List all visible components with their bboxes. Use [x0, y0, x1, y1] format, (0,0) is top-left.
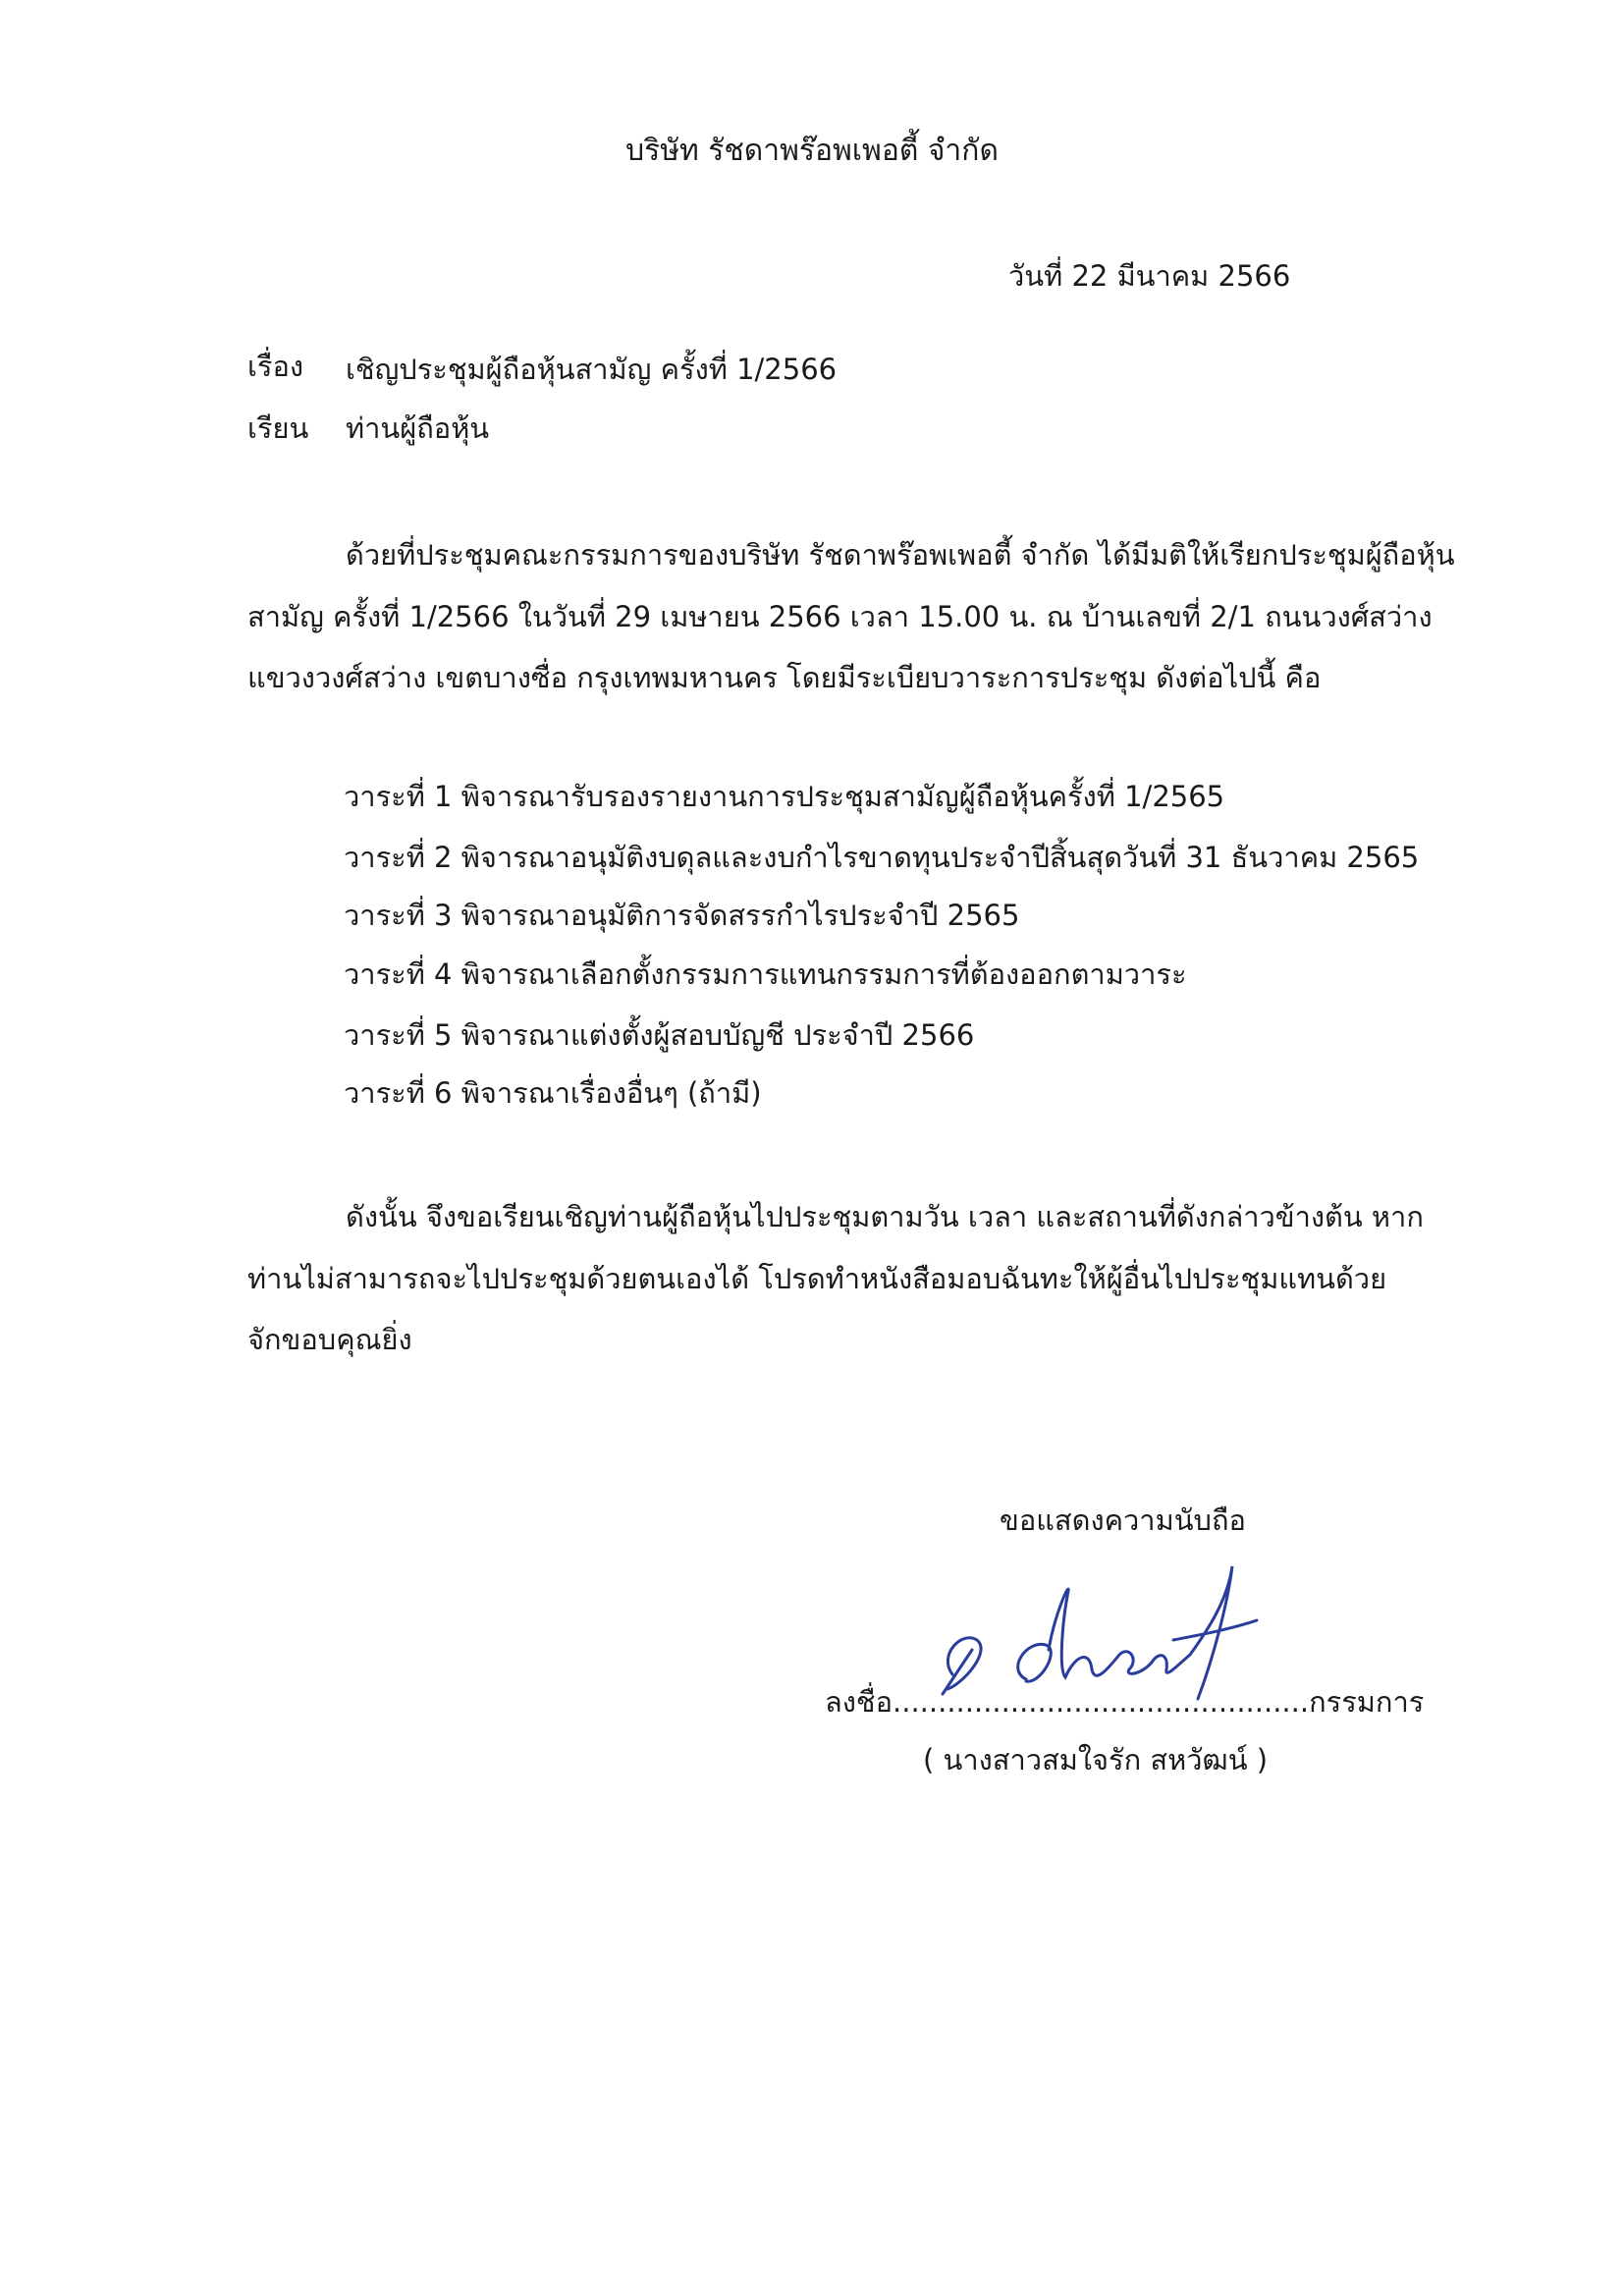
- sign-prefix: ลงชื่อ: [825, 1685, 893, 1719]
- agenda-item-4: วาระที่ 4 พิจารณาเลือกตั้งกรรมการแทนกรรมการที่ต้องออกตามวาระ: [344, 957, 1187, 991]
- agenda-item-6: วาระที่ 6 พิจารณาเรื่องอื่นๆ (ถ้ามี): [344, 1076, 762, 1110]
- paragraph1-line2: สามัญ ครั้งที่ 1/2566 ในวันที่ 29 เมษายน 2566 เวลา 15.00 น. ณ บ้านเลขที่ 2/1 ถนนวงศ์สว่าง: [247, 600, 1433, 633]
- sign-dots: ..............................................: [893, 1685, 1310, 1719]
- signer-name: ( นางสาวสมใจรัก สหวัฒน์ ): [923, 1743, 1269, 1777]
- closing-regards: ขอแสดงความนับถือ: [1000, 1503, 1246, 1537]
- subject-label: เรื่อง: [247, 350, 304, 383]
- handwritten-signature: [933, 1561, 1286, 1709]
- recipient-text: ท่านผู้ถือหุ้น: [346, 411, 490, 445]
- paragraph1-line3: แขวงวงศ์สว่าง เขตบางซื่อ กรุงเทพมหานคร โดยมีระเบียบวาระการประชุม ดังต่อไปนี้ คือ: [247, 661, 1322, 694]
- paragraph2-line1: ดังนั้น จึงขอเรียนเชิญท่านผู้ถือหุ้นไปประชุมตามวัน เวลา และสถานที่ดังกล่าวข้างต้น หาก: [346, 1200, 1424, 1233]
- subject-text: เชิญประชุมผู้ถือหุ้นสามัญ ครั้งที่ 1/2566: [346, 353, 838, 386]
- company-name: บริษัท รัชดาพร๊อพเพอตี้ จำกัด: [625, 134, 999, 168]
- agenda-item-1: วาระที่ 1 พิจารณารับรองรายงานการประชุมสามัญผู้ถือหุ้นครั้งที่ 1/2565: [344, 780, 1225, 813]
- sign-title: กรรมการ: [1309, 1685, 1425, 1719]
- letter-date: วันที่ 22 มีนาคม 2566: [1008, 259, 1291, 293]
- paragraph1-line1: ด้วยที่ประชุมคณะกรรมการของบริษัท รัชดาพร๊อพเพอตี้ จำกัด ได้มีมติให้เรียกประชุมผู้ถือหุ้น: [346, 538, 1455, 572]
- paragraph2-line3: จักขอบคุณยิ่ง: [247, 1323, 412, 1356]
- agenda-item-2: วาระที่ 2 พิจารณาอนุมัติงบดุลและงบกำไรขาดทุนประจำปีสิ้นสุดวันที่ 31 ธันวาคม 2565: [344, 841, 1420, 874]
- recipient-label: เรียน: [247, 411, 309, 445]
- paragraph2-line2: ท่านไม่สามารถจะไปประชุมด้วยตนเองได้ โปรดทำหนังสือมอบฉันทะให้ผู้อื่นไปประชุมแทนด้วย: [247, 1262, 1387, 1295]
- agenda-item-3: วาระที่ 3 พิจารณาอนุมัติการจัดสรรกำไรประจำปี 2565: [344, 899, 1020, 932]
- agenda-item-5: วาระที่ 5 พิจารณาแต่งตั้งผู้สอบบัญชี ประจำปี 2566: [344, 1018, 975, 1052]
